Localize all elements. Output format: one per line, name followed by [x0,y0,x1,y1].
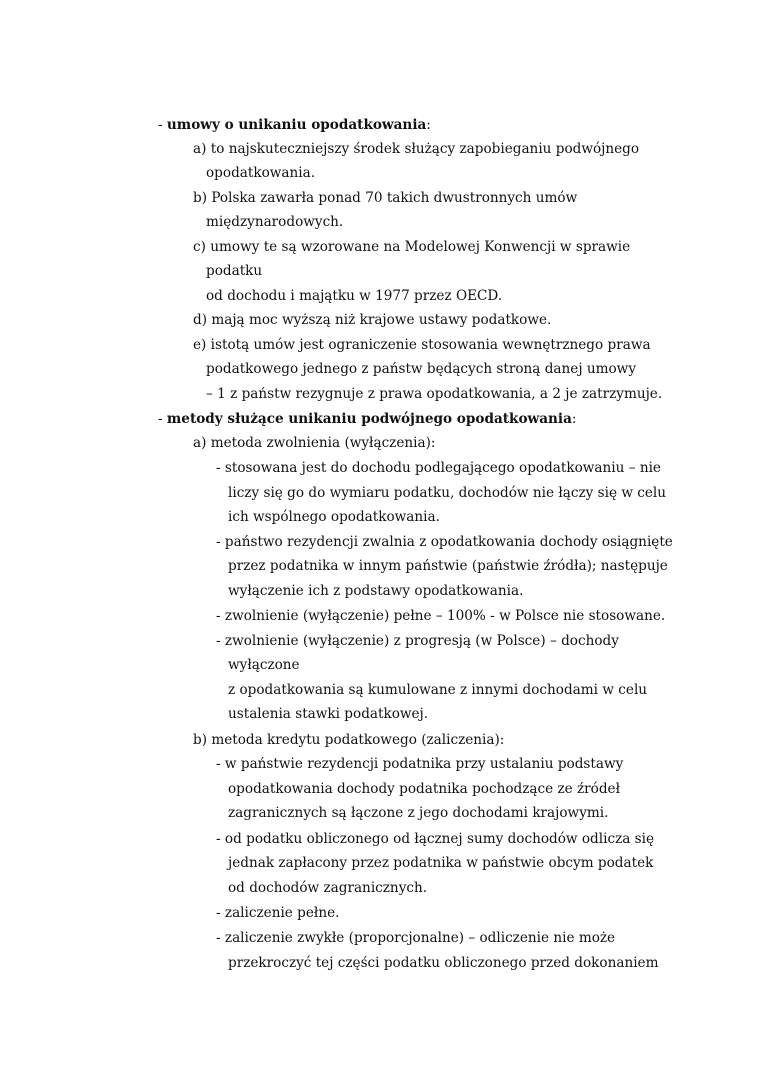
text-line: - zwolnienie (wyłączenie) pełne – 100% - w Polsce nie stosowane. [216,608,666,624]
list-dash: - [158,411,167,427]
text-line: podatku [206,263,263,279]
heading-text: metody służące unikaniu podwójnego opodatkowania [166,411,572,427]
text-line: - zwolnienie (wyłączenie) z progresją (w Polsce) – dochody [216,633,619,649]
text-line: - państwo rezydencji zwalnia z opodatkowania dochody osiągnięte [216,534,673,550]
subheading-zwolnienia: a) metoda zwolnienia (wyłączenia): [193,435,436,451]
text-line: - zaliczenie pełne. [216,905,340,921]
text-line: opodatkowania dochody podatnika pochodzące ze źródeł [228,781,621,797]
section-metody-heading [158,410,577,428]
text-line: z opodatkowania są kumulowane z innymi dochodami w celu [228,682,648,698]
text-line: opodatkowania. [206,165,316,181]
section-umowy-heading [158,116,431,134]
text-line: jednak zapłacony przez podatnika w państwie obcym podatek [228,855,654,871]
text-line: b) Polska zawarła ponad 70 takich dwustronnych umów [193,190,578,206]
text-line: liczy się go do wymiaru podatku, dochodów nie łączy się w celu [228,485,667,501]
text-line: ich wspólnego opodatkowania. [228,509,440,525]
text-line: międzynarodowych. [206,214,344,230]
text-line: od dochodów zagranicznych. [228,880,428,896]
text-line: wyłączone [228,657,300,673]
list-dash: - [158,117,167,133]
text-line: – 1 z państw rezygnuje z prawa opodatkowania, a 2 je zatrzymuje. [206,386,663,402]
text-line: - zaliczenie zwykłe (proporcjonalne) – odliczenie nie może [216,930,616,946]
subheading-kredytu: b) metoda kredytu podatkowego (zaliczenia): [193,732,505,748]
text-line: wyłączenie ich z podstawy opodatkowania. [228,583,524,599]
text-line: od dochodu i majątku w 1977 przez OECD. [206,288,503,304]
text-line: przekroczyć tej części podatku obliczonego przed dokonaniem [228,955,659,971]
text-line: podatkowego jednego z państw będących stroną danej umowy [206,361,636,377]
text-line: a) to najskuteczniejszy środek służący zapobieganiu podwójnego [193,141,640,157]
text-line: - stosowana jest do dochodu podlegającego opodatkowaniu – nie [216,460,661,476]
heading-text: umowy o unikaniu opodatkowania [166,117,427,133]
text-line: - w państwie rezydencji podatnika przy ustalaniu podstawy [216,756,624,772]
text-line: zagranicznych są łączone z jego dochodami krajowymi. [228,805,609,821]
text-line: d) mają moc wyższą niż krajowe ustawy podatkowe. [193,312,552,328]
text-line: e) istotą umów jest ograniczenie stosowania wewnętrznego prawa [193,337,651,353]
heading-colon: : [426,117,431,133]
text-line: c) umowy te są wzorowane na Modelowej Konwencji w sprawie [193,239,631,255]
text-line: - od podatku obliczonego od łącznej sumy dochodów odlicza się [216,831,655,847]
text-line: ustalenia stawki podatkowej. [228,706,429,722]
heading-colon: : [571,411,577,427]
text-line: przez podatnika w innym państwie (państwie źródła); następuje [228,558,668,574]
